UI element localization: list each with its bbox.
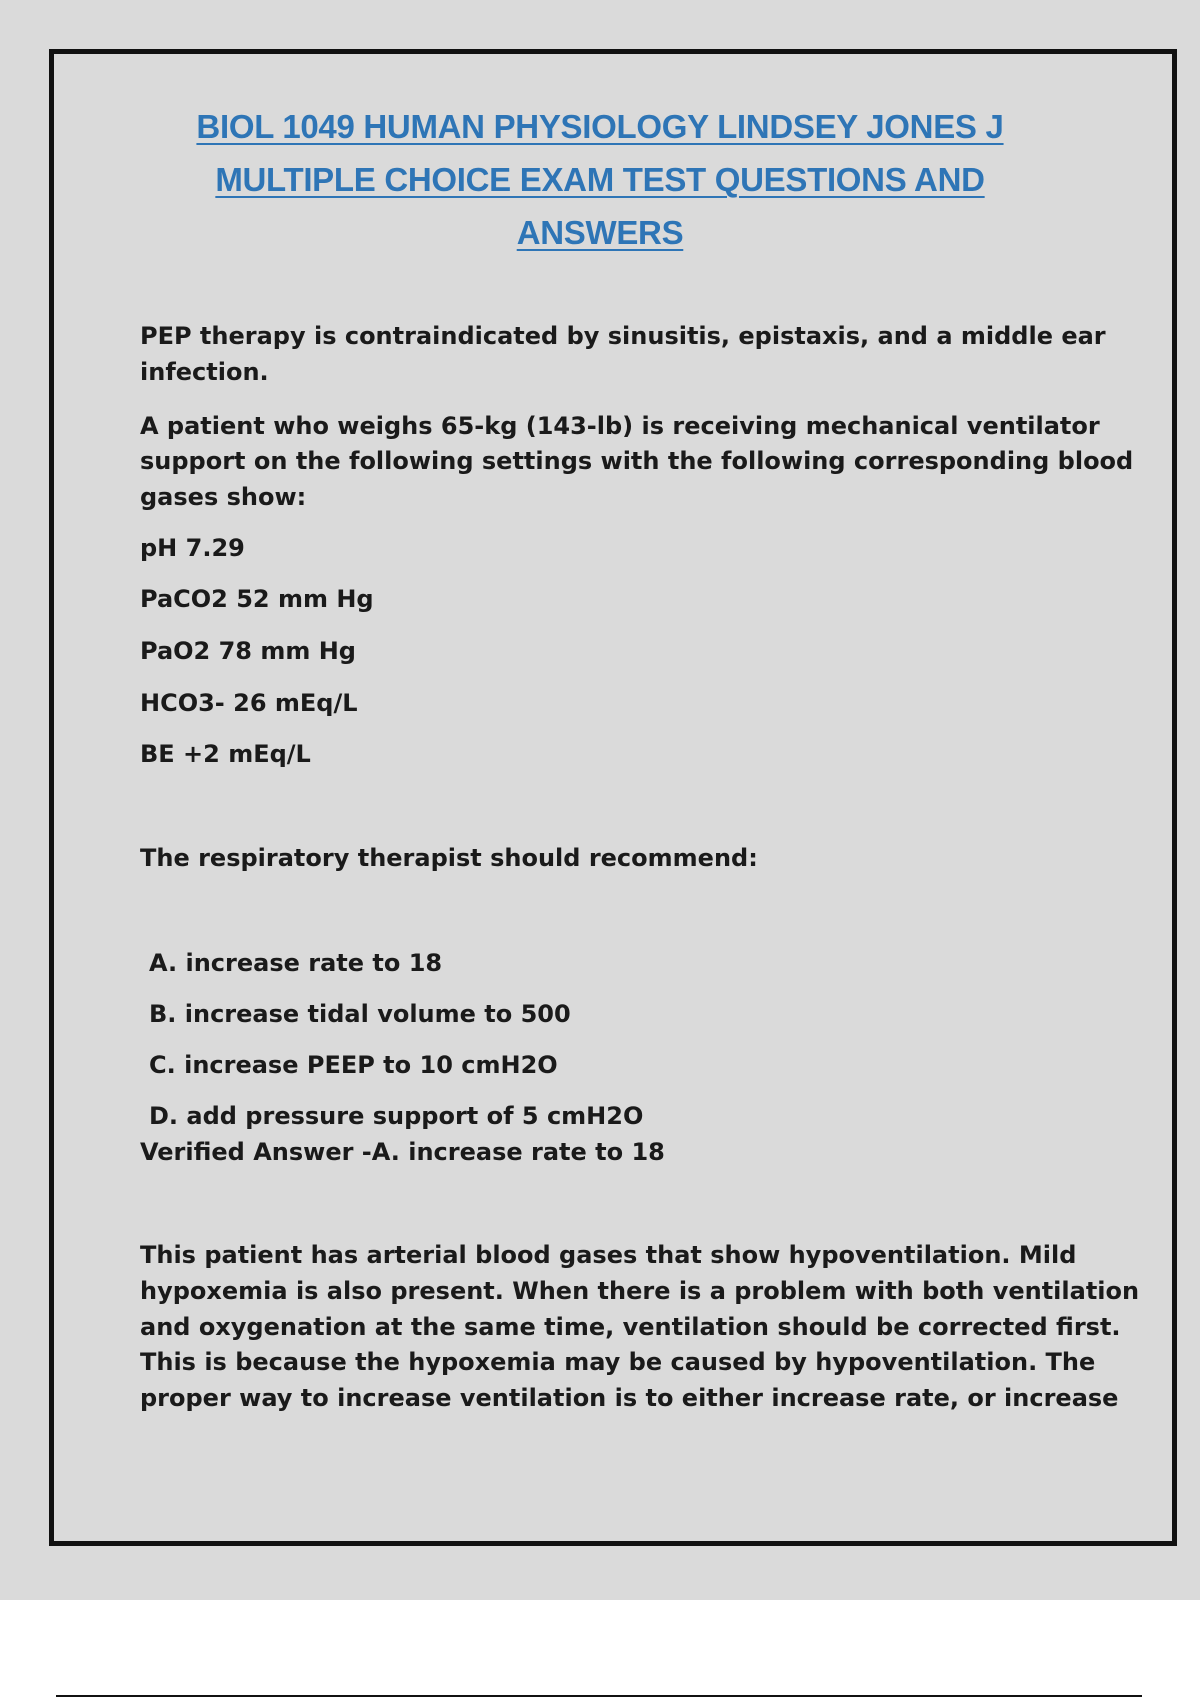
explanation-line-5: proper way to increase ventilation is to either increase rate, or increase [140, 1384, 1119, 1412]
explanation-line-1: This patient has arterial blood gases that show hypoventilation. Mild [140, 1241, 1077, 1269]
question-prompt: The respiratory therapist should recommend: [140, 844, 758, 872]
intro-line-1: PEP therapy is contraindicated by sinusitis, epistaxis, and a middle ear [140, 322, 1106, 350]
blood-gas-hco3: HCO3- 26 mEq/L [140, 689, 358, 717]
blood-gas-pao2: PaO2 78 mm Hg [140, 637, 356, 665]
title-line-1: BIOL 1049 HUMAN PHYSIOLOGY LINDSEY JONES J [196, 108, 1004, 145]
explanation-line-3: and oxygenation at the same time, ventilation should be corrected first. [140, 1313, 1121, 1341]
blood-gas-ph: pH 7.29 [140, 534, 245, 562]
title-line-2: MULTIPLE CHOICE EXAM TEST QUESTIONS AND [215, 161, 985, 198]
document-title [0, 100, 1200, 259]
blood-gas-be: BE +2 mEq/L [140, 740, 311, 768]
answer-option-d: D. add pressure support of 5 cmH2O [149, 1102, 644, 1130]
question-line-2: support on the following settings with the following corresponding blood [140, 447, 1134, 475]
explanation-line-4: This is because the hypoxemia may be caused by hypoventilation. The [140, 1348, 1096, 1376]
answer-option-a: A. increase rate to 18 [149, 949, 443, 977]
question-line-3: gases show: [140, 483, 307, 511]
intro-line-2: infection. [140, 358, 269, 386]
blood-gas-paco2: PaCO2 52 mm Hg [140, 585, 374, 613]
title-line-3: ANSWERS [516, 214, 684, 251]
question-line-1: A patient who weighs 65-kg (143-lb) is receiving mechanical ventilator [140, 412, 1100, 440]
verified-answer: Verified Answer -A. increase rate to 18 [140, 1138, 665, 1166]
answer-option-c: C. increase PEEP to 10 cmH2O [149, 1051, 558, 1079]
bottom-divider [56, 1695, 1142, 1697]
explanation-line-2: hypoxemia is also present. When there is a problem with both ventilation [140, 1277, 1140, 1305]
answer-option-b: B. increase tidal volume to 500 [149, 1000, 571, 1028]
